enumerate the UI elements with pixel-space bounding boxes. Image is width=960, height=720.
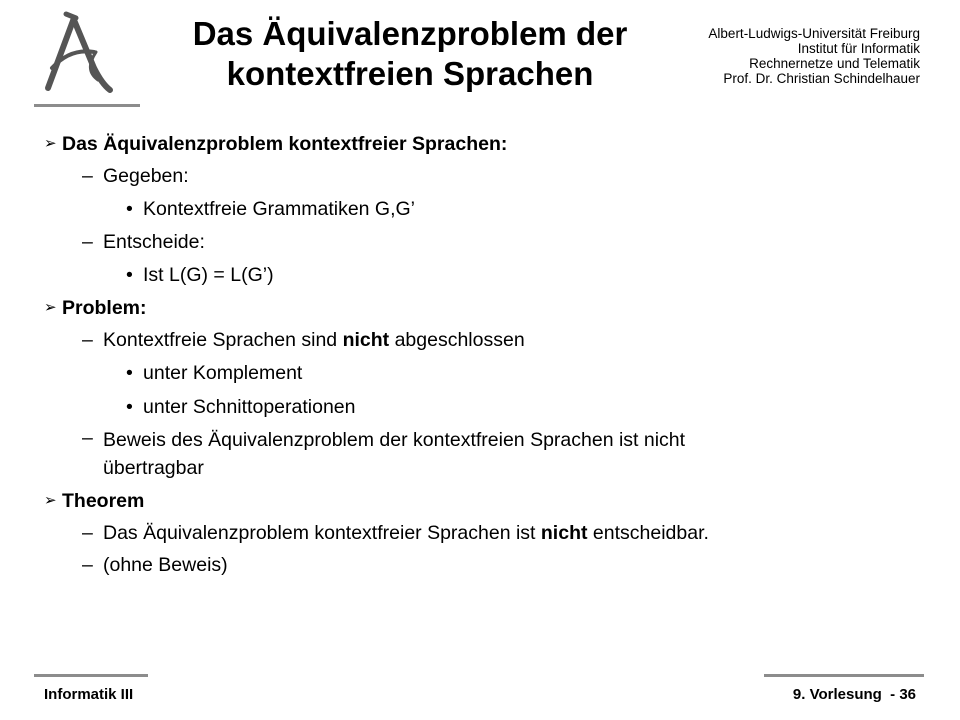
- sub-list-item: [44, 390, 924, 424]
- list-item: [44, 549, 924, 581]
- list-item: [44, 160, 924, 192]
- page-title: [150, 14, 670, 94]
- list-item: [44, 226, 924, 258]
- arrow-bullet-icon: ➢: [44, 135, 57, 152]
- section-heading: [44, 128, 924, 160]
- dash-marker: –: [82, 165, 93, 187]
- arrow-bullet-icon: ➢: [44, 492, 57, 509]
- dash-marker: –: [82, 231, 93, 253]
- dash-marker: –: [82, 329, 93, 351]
- sub-list-item-text: unter Komplement: [143, 362, 303, 384]
- sub-list-item: [44, 192, 924, 226]
- list-item-text: Entscheide:: [103, 231, 205, 253]
- emphasis-text: nicht: [540, 522, 588, 544]
- affiliation-block: [630, 26, 920, 86]
- list-item-text-pre: Kontextfreie Sprachen sind: [103, 329, 343, 351]
- list-item-text-post: entscheidbar.: [587, 522, 709, 544]
- affiliation-line: Rechnernetze und Telematik: [749, 56, 920, 71]
- footer-lecture-page: [793, 686, 916, 703]
- list-item-text: (ohne Beweis): [103, 554, 228, 576]
- footer-divider-left: [34, 674, 148, 677]
- sub-list-item-text: Ist L(G) = L(G’): [143, 264, 274, 286]
- list-item-text-continued: übertragbar: [103, 457, 204, 479]
- bullet-marker: •: [126, 198, 133, 220]
- title-line-2: kontextfreien Sprachen: [226, 55, 594, 92]
- title-line-1: Das Äquivalenzproblem der: [192, 15, 628, 52]
- bullet-marker: •: [126, 396, 133, 418]
- section-heading-text: Theorem: [62, 490, 145, 512]
- affiliation-line: Albert-Ludwigs-Universität Freiburg: [708, 26, 920, 41]
- section-heading: [44, 292, 924, 324]
- list-item-text: Beweis des Äquivalenzproblem der kontextfreien Sprachen ist nicht: [103, 429, 686, 451]
- emphasis-text: nicht: [342, 329, 390, 351]
- arrow-bullet-icon: ➢: [44, 299, 57, 316]
- list-item: [44, 424, 924, 485]
- header-divider: [34, 104, 140, 107]
- footer-lecture-page-text: 9. Vorlesung - 36: [792, 686, 916, 703]
- footer-course-name: Informatik III: [44, 686, 134, 703]
- list-item-text: Gegeben:: [103, 165, 189, 187]
- affiliation-line: Prof. Dr. Christian Schindelhauer: [723, 71, 920, 86]
- section-heading: [44, 485, 924, 517]
- dash-marker: –: [82, 522, 93, 544]
- dash-marker: –: [82, 554, 93, 576]
- sub-list-item-text: unter Schnittoperationen: [143, 396, 356, 418]
- university-logo-icon: [36, 10, 136, 94]
- bullet-marker: •: [126, 264, 133, 286]
- list-item-text-post: abgeschlossen: [389, 329, 525, 351]
- bullet-marker: •: [126, 362, 133, 384]
- list-item: [44, 517, 924, 549]
- section-heading-text: Problem:: [62, 297, 147, 319]
- list-item-text-pre: Das Äquivalenzproblem kontextfreier Sprachen ist: [103, 522, 541, 544]
- sub-list-item: [44, 258, 924, 292]
- section-heading-text: Das Äquivalenzproblem kontextfreier Sprachen:: [62, 133, 508, 155]
- dash-marker: –: [82, 427, 93, 449]
- sub-list-item-text: Kontextfreie Grammatiken G,G’: [143, 198, 416, 220]
- footer-divider-right: [764, 674, 924, 677]
- slide-content: [44, 128, 924, 581]
- sub-list-item: [44, 356, 924, 390]
- list-item: [44, 324, 924, 356]
- affiliation-line: Institut für Informatik: [797, 41, 920, 56]
